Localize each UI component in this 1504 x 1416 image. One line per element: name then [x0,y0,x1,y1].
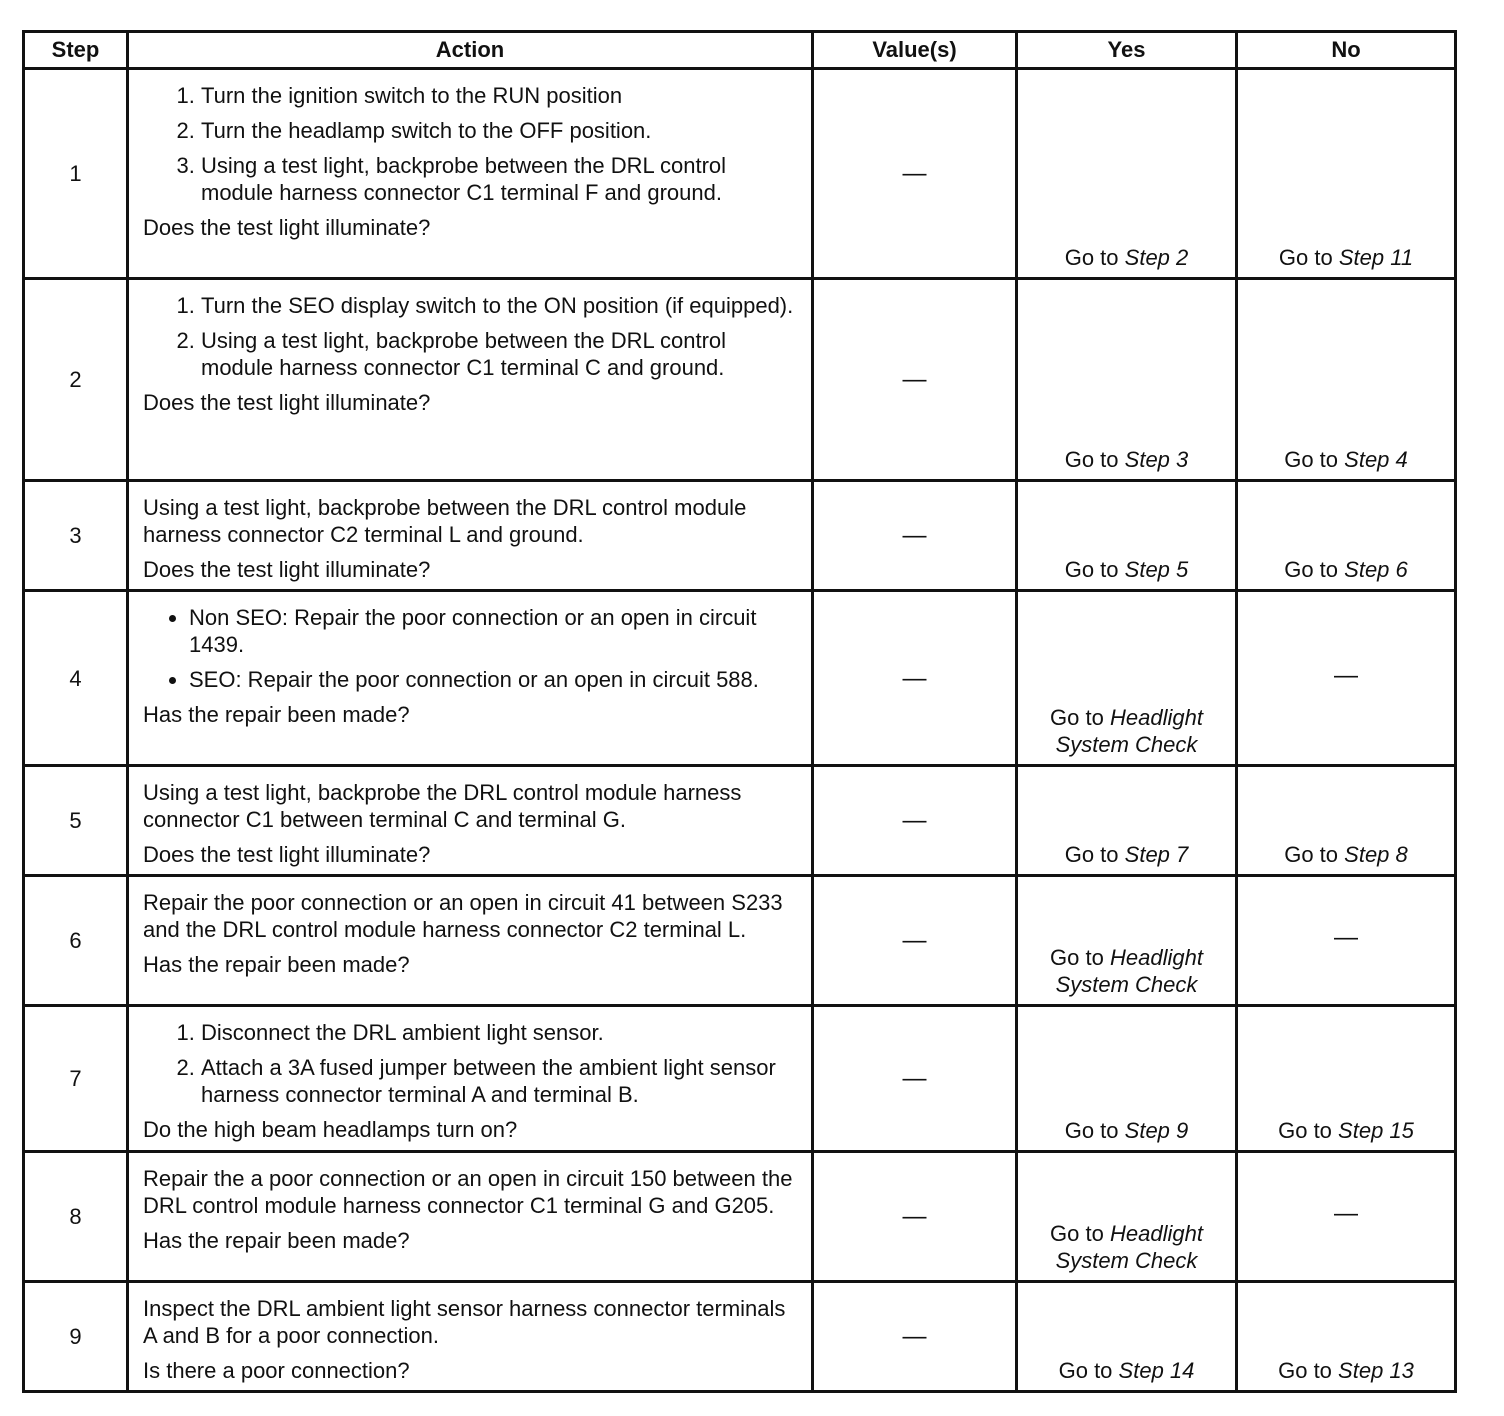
action-question: Does the test light illuminate? [143,215,431,240]
value-cell: — [813,481,1017,591]
table-row [24,766,1456,876]
no-dash: — [1334,924,1358,951]
step-number: 2 [24,279,128,481]
value-cell: — [813,279,1017,481]
value-cell: — [813,766,1017,876]
bullet-list [143,604,801,693]
value-cell: — [813,1006,1017,1152]
step-number: 5 [24,766,128,876]
yes-goto-link[interactable]: Step 9 [1124,1118,1189,1143]
yes-goto-link[interactable]: Headlight System Check [1055,945,1203,997]
numbered-list [143,82,801,206]
action-question: Has the repair been made? [143,1228,410,1253]
no-goto-link[interactable]: Step 13 [1338,1358,1414,1383]
step-number: 8 [24,1152,128,1282]
no-goto-prefix: Go to [1284,557,1339,582]
yes-goto-prefix: Go to [1050,1221,1104,1246]
yes-cell [1017,1282,1237,1392]
yes-goto-link[interactable]: Step 7 [1124,842,1189,867]
action-text: Using a test light, backprobe the DRL control module harness connector C1 between terminal C and terminal G. [143,780,742,832]
no-goto-prefix: Go to [1278,245,1333,270]
action-text: Using a test light, backprobe between the DRL control module harness connector C2 terminal L and ground. [143,495,747,547]
action-cell [128,69,813,279]
action-question: Does the test light illuminate? [143,842,431,867]
step-number: 7 [24,1006,128,1152]
step-number: 6 [24,876,128,1006]
value-cell: — [813,591,1017,766]
no-goto-link[interactable]: Step 4 [1344,447,1408,472]
action-question: Is there a poor connection? [143,1358,410,1383]
no-cell [1237,766,1456,876]
header-row [24,32,1456,69]
yes-goto-prefix: Go to [1058,1358,1113,1383]
no-cell [1237,1152,1456,1282]
yes-cell [1017,279,1237,481]
step-number: 1 [24,69,128,279]
no-goto-prefix: Go to [1284,842,1339,867]
no-goto-prefix: Go to [1284,447,1339,472]
table-row [24,591,1456,766]
step-number: 3 [24,481,128,591]
step-number: 9 [24,1282,128,1392]
value-cell: — [813,876,1017,1006]
diagnostic-table [22,30,1457,1393]
no-cell [1237,876,1456,1006]
yes-goto-prefix: Go to [1050,945,1104,970]
no-cell [1237,481,1456,591]
action-cell [128,876,813,1006]
header-action: Action [128,32,813,69]
action-question: Has the repair been made? [143,952,410,977]
table-row [24,279,1456,481]
no-cell [1237,1282,1456,1392]
action-question: Has the repair been made? [143,702,410,727]
action-item: 3. Using a test light, backprobe between the DRL control module harness connector C1 terminal F and ground. [201,152,801,206]
no-goto-prefix: Go to [1278,1118,1332,1143]
action-cell [128,1152,813,1282]
table-row [24,1152,1456,1282]
yes-cell [1017,766,1237,876]
action-text: Inspect the DRL ambient light sensor harness connector terminals A and B for a poor connection. [143,1296,786,1348]
yes-goto-link[interactable]: Headlight System Check [1055,1221,1203,1273]
yes-cell [1017,69,1237,279]
no-goto-link[interactable]: Step 15 [1338,1118,1414,1143]
header-yes: Yes [1017,32,1237,69]
no-dash: — [1334,661,1358,689]
action-item: 1. Turn the ignition switch to the RUN position [201,82,801,109]
yes-goto-prefix: Go to [1064,842,1119,867]
header-no: No [1237,32,1456,69]
yes-goto-prefix: Go to [1050,705,1104,730]
action-item: • SEO: Repair the poor connection or an open in circuit 588. [189,666,801,693]
action-cell [128,481,813,591]
no-goto-link[interactable]: Step 11 [1338,245,1414,270]
step-number: 4 [24,591,128,766]
yes-goto-link[interactable]: Step 2 [1124,245,1189,270]
no-goto-link[interactable]: Step 6 [1344,557,1408,582]
yes-goto-link[interactable]: Step 3 [1124,447,1189,472]
action-text: Repair the a poor connection or an open in circuit 150 between the DRL control module harness connector C1 terminal G and G205. [143,1166,793,1218]
numbered-list [143,292,801,381]
yes-cell [1017,876,1237,1006]
numbered-list [143,1019,801,1108]
action-item: 2. Attach a 3A fused jumper between the ambient light sensor harness connector terminal A and terminal B. [201,1054,801,1108]
no-cell [1237,591,1456,766]
value-cell: — [813,1282,1017,1392]
no-goto-link[interactable]: Step 8 [1344,842,1408,867]
header-values: Value(s) [813,32,1017,69]
action-item: 1. Turn the SEO display switch to the ON position (if equipped). [201,292,801,319]
action-question: Does the test light illuminate? [143,557,431,582]
no-goto-prefix: Go to [1278,1358,1332,1383]
table-row [24,69,1456,279]
yes-goto-link[interactable]: Headlight System Check [1055,705,1203,757]
action-cell [128,766,813,876]
yes-goto-prefix: Go to [1064,245,1119,270]
action-item: 2. Turn the headlamp switch to the OFF position. [201,117,801,144]
no-cell [1237,279,1456,481]
table-body [24,69,1456,1392]
action-item: 1. Disconnect the DRL ambient light sensor. [201,1019,801,1046]
yes-goto-prefix: Go to [1064,557,1119,582]
table-row [24,1282,1456,1392]
action-cell [128,1282,813,1392]
yes-cell [1017,1152,1237,1282]
diagnostic-table-container [22,30,1454,1393]
no-dash: — [1334,1200,1358,1227]
value-cell: — [813,1152,1017,1282]
yes-cell [1017,1006,1237,1152]
action-question: Do the high beam headlamps turn on? [143,1117,518,1142]
action-item: 2. Using a test light, backprobe between the DRL control module harness connector C1 terminal C and ground. [201,327,801,381]
yes-goto-prefix: Go to [1064,447,1119,472]
value-cell: — [813,69,1017,279]
action-item: • Non SEO: Repair the poor connection or an open in circuit 1439. [189,604,801,658]
action-question: Does the test light illuminate? [143,390,431,415]
action-cell [128,1006,813,1152]
yes-cell [1017,481,1237,591]
table-row [24,876,1456,1006]
action-cell [128,279,813,481]
header-step: Step [24,32,128,69]
table-row [24,1006,1456,1152]
yes-goto-link[interactable]: Step 5 [1124,557,1189,582]
action-cell [128,591,813,766]
table-row [24,481,1456,591]
no-cell [1237,69,1456,279]
yes-goto-link[interactable]: Step 14 [1118,1358,1195,1383]
yes-cell [1017,591,1237,766]
action-text: Repair the poor connection or an open in circuit 41 between S233 and the DRL control module harness connector C2 terminal L. [143,890,783,942]
no-cell [1237,1006,1456,1152]
yes-goto-prefix: Go to [1064,1118,1119,1143]
